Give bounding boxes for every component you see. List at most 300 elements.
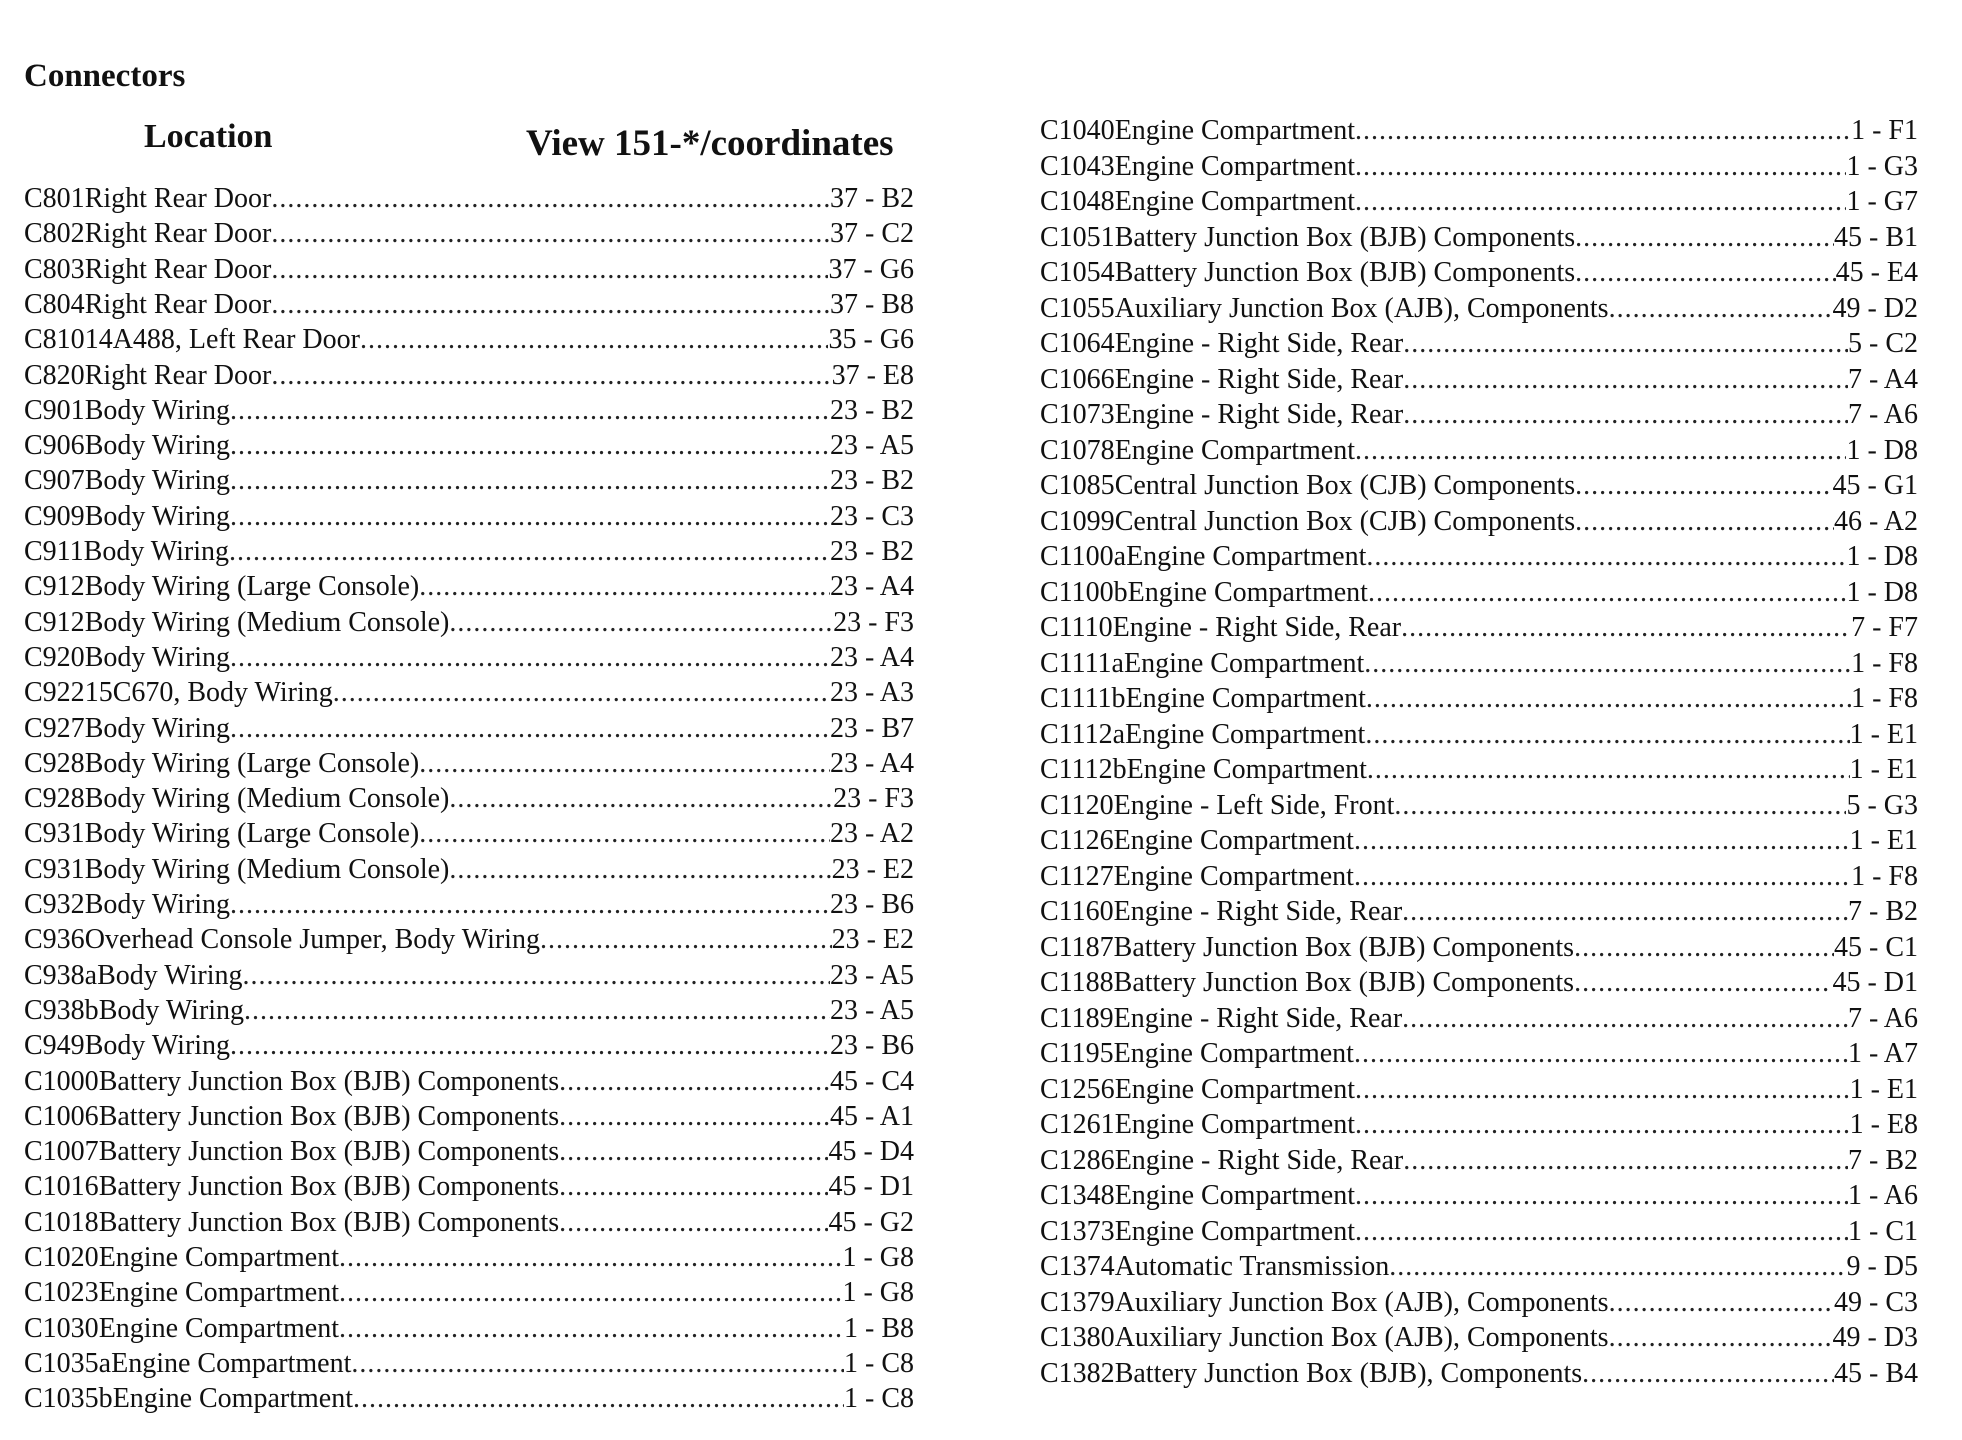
- connector-row: [1040, 1108, 1918, 1142]
- connector-location: Engine - Left Side, Front: [1113, 789, 1395, 821]
- connector-row: [1040, 611, 1918, 645]
- connector-code: C938a: [24, 959, 98, 991]
- dot-leader: [1367, 753, 1850, 787]
- connector-row: [24, 782, 914, 816]
- connector-location: Body Wiring: [84, 889, 231, 920]
- connector-code: C1188: [1040, 967, 1114, 998]
- connector-row: [1040, 540, 1918, 574]
- connector-code: C1382: [1040, 1357, 1115, 1389]
- connector-code: C1126: [1040, 825, 1114, 856]
- view-coordinate: 23 - F3: [833, 783, 914, 815]
- dot-leader: [242, 959, 830, 993]
- view-coordinate: 7 - A6: [1848, 399, 1918, 430]
- connector-location: Engine - Right Side, Rear: [1113, 1002, 1403, 1034]
- connector-location: Right Rear Door: [84, 218, 272, 250]
- dot-leader: [351, 1347, 844, 1381]
- view-coordinate: 1 - D8: [1846, 576, 1918, 608]
- view-coordinate: 37 - B2: [830, 183, 914, 214]
- connector-row: [24, 1206, 914, 1240]
- connector-code: C1040: [1040, 115, 1115, 146]
- connector-code: C1374: [1040, 1251, 1115, 1282]
- dot-leader: [230, 712, 830, 746]
- connector-row: [24, 676, 914, 710]
- view-coordinate: 1 - G8: [842, 1277, 914, 1309]
- view-coordinate: 45 - E4: [1835, 257, 1918, 288]
- dot-leader: [339, 1312, 844, 1346]
- dot-leader: [419, 570, 830, 604]
- view-coordinate: 45 - G1: [1832, 470, 1918, 501]
- dot-leader: [230, 464, 830, 498]
- view-coordinate: 1 - C1: [1848, 1215, 1918, 1247]
- connector-location: Engine Compartment: [1113, 1038, 1354, 1069]
- connector-location: Body Wiring: [84, 712, 231, 744]
- view-coordinate: 23 - B2: [830, 465, 914, 497]
- connector-location: Engine - Right Side, Rear: [1114, 1144, 1404, 1176]
- connector-row: [1040, 292, 1918, 326]
- connector-row: [24, 217, 914, 251]
- connector-location: Engine Compartment: [1124, 647, 1365, 679]
- view-coordinate: 45 - D4: [828, 1136, 914, 1168]
- connector-row: [1040, 363, 1918, 397]
- page-title: Connectors: [24, 58, 186, 94]
- connector-location: Battery Junction Box (BJB), Components: [1114, 1357, 1583, 1389]
- connector-row: [24, 1100, 914, 1134]
- connector-row: [1040, 931, 1918, 965]
- dot-leader: [271, 253, 828, 287]
- connector-code: C1016: [24, 1171, 99, 1203]
- dot-leader: [1354, 824, 1850, 858]
- dot-leader: [559, 1170, 828, 1204]
- connector-location: Engine - Right Side, Rear: [1114, 399, 1404, 430]
- connector-location: Battery Junction Box (BJB) Components: [1113, 967, 1575, 998]
- dot-leader: [1403, 1144, 1848, 1178]
- dot-leader: [559, 1065, 830, 1099]
- view-coordinate: 5 - G3: [1846, 789, 1918, 821]
- connector-location: Battery Junction Box (BJB) Components: [98, 1100, 560, 1132]
- connector-row: [24, 1029, 914, 1063]
- connector-code: C1055: [1040, 292, 1115, 324]
- connector-location: Body Wiring (Large Console): [84, 571, 420, 603]
- dot-leader: [1355, 434, 1846, 468]
- dot-leader: [229, 535, 830, 569]
- view-coordinates-header: View 151-*/coordinates: [526, 123, 894, 164]
- view-coordinate: 1 - E1: [1849, 1073, 1918, 1105]
- connector-row: [24, 394, 914, 428]
- connector-location: Central Junction Box (CJB) Components: [1114, 505, 1576, 537]
- dot-leader: [1575, 505, 1834, 539]
- dot-leader: [1366, 682, 1851, 716]
- connector-location: Battery Junction Box (BJB) Components: [1113, 931, 1575, 963]
- dot-leader: [1368, 576, 1847, 610]
- view-coordinate: 23 - F3: [833, 606, 914, 638]
- connector-location: Engine Compartment: [111, 1347, 352, 1379]
- view-coordinate: 7 - A6: [1848, 1002, 1918, 1034]
- view-coordinate: 1 - E1: [1849, 825, 1918, 856]
- connector-code: C932: [24, 889, 85, 920]
- connector-code: C1035b: [24, 1383, 113, 1415]
- connector-code: C1286: [1040, 1144, 1115, 1176]
- connector-location: Engine Compartment: [98, 1242, 339, 1273]
- view-coordinate: 45 - G2: [828, 1206, 914, 1238]
- connector-location: Body Wiring: [84, 641, 231, 673]
- connector-row: [1040, 469, 1918, 503]
- connector-location: Body Wiring: [84, 430, 231, 462]
- connector-code: C949: [24, 1030, 85, 1062]
- connector-row: [24, 1347, 914, 1381]
- connector-row: [1040, 1286, 1918, 1320]
- connector-location: Battery Junction Box (BJB) Components: [1114, 221, 1576, 253]
- connector-row: [1040, 150, 1918, 184]
- connector-row: [1040, 114, 1918, 148]
- view-coordinate: 23 - B6: [830, 1030, 914, 1062]
- connector-row: [24, 1065, 914, 1099]
- connector-location: Engine Compartment: [1114, 1180, 1355, 1211]
- view-coordinate: 23 - A4: [830, 641, 914, 673]
- view-coordinate: 46 - A2: [1834, 505, 1918, 537]
- connector-row: [1040, 327, 1918, 361]
- dot-leader: [1402, 1002, 1848, 1036]
- connector-row: [1040, 221, 1918, 255]
- connector-code: C1187: [1040, 931, 1114, 963]
- view-coordinate: 7 - B2: [1848, 1144, 1918, 1176]
- dot-leader: [1366, 540, 1846, 574]
- connector-location: Engine Compartment: [1114, 150, 1355, 182]
- connector-code: C1112a: [1040, 718, 1126, 750]
- connector-code: C1051: [1040, 221, 1115, 253]
- view-coordinate: 1 - B8: [844, 1312, 914, 1344]
- connector-code: C1100a: [1040, 541, 1127, 572]
- view-coordinate: 45 - A1: [830, 1100, 914, 1132]
- view-coordinate: 7 - B2: [1848, 896, 1918, 927]
- connector-row: [1040, 398, 1918, 432]
- connector-row: [24, 288, 914, 322]
- connector-location: Right Rear Door: [84, 359, 272, 391]
- view-coordinate: 45 - C1: [1834, 931, 1918, 963]
- dot-leader: [449, 853, 831, 887]
- connector-code: C1073: [1040, 399, 1115, 430]
- dot-leader: [1354, 860, 1851, 894]
- connector-location: Engine Compartment: [1113, 825, 1354, 856]
- connector-location: Body Wiring: [83, 536, 229, 567]
- view-coordinate: 37 - E8: [831, 359, 914, 391]
- connector-code: C1100b: [1040, 576, 1128, 608]
- connector-row: [1040, 1357, 1918, 1391]
- connector-location: Right Rear Door: [84, 288, 272, 320]
- dot-leader: [559, 1135, 828, 1169]
- connector-code: C810: [24, 324, 85, 356]
- connector-code: C1054: [1040, 257, 1115, 288]
- connector-code: C1256: [1040, 1073, 1115, 1105]
- connector-code: C1035a: [24, 1347, 112, 1379]
- connector-code: C1120: [1040, 789, 1114, 821]
- connector-row: [1040, 895, 1918, 929]
- connector-row: [1040, 505, 1918, 539]
- connector-location: Body Wiring (Large Console): [84, 818, 420, 850]
- connector-row: [24, 429, 914, 463]
- dot-leader: [1403, 363, 1848, 397]
- connector-row: [24, 923, 914, 957]
- dot-leader: [339, 1241, 842, 1275]
- connector-code: C1018: [24, 1206, 99, 1238]
- connector-code: C1189: [1040, 1002, 1114, 1034]
- connector-code: C1020: [24, 1242, 99, 1273]
- view-coordinate: 23 - B2: [830, 536, 914, 567]
- dot-leader: [230, 500, 830, 534]
- dot-leader: [1609, 1321, 1833, 1355]
- connector-code: C909: [24, 500, 85, 532]
- dot-leader: [271, 359, 831, 393]
- view-coordinate: 23 - A5: [830, 994, 914, 1026]
- dot-leader: [1355, 1179, 1848, 1213]
- connector-row: [1040, 860, 1918, 894]
- connector-location: Engine - Right Side, Rear: [1114, 363, 1404, 395]
- connector-code: C802: [24, 218, 85, 250]
- view-coordinate: 49 - D2: [1832, 292, 1918, 324]
- connector-code: C1043: [1040, 150, 1115, 182]
- dot-leader: [244, 994, 830, 1028]
- connector-location: Central Junction Box (CJB) Components: [1114, 470, 1576, 501]
- dot-leader: [230, 641, 830, 675]
- view-coordinate: 23 - A3: [830, 677, 914, 709]
- connector-code: C907: [24, 465, 85, 497]
- view-coordinate: 23 - B6: [830, 889, 914, 920]
- connector-location: Body Wiring: [84, 500, 231, 532]
- connector-code: C922: [24, 677, 85, 709]
- dot-leader: [1582, 1357, 1834, 1391]
- connector-row: [24, 1170, 914, 1204]
- connector-code: C912: [24, 606, 85, 638]
- connector-location: Battery Junction Box (BJB) Components: [98, 1065, 560, 1097]
- dot-leader: [1355, 1215, 1848, 1249]
- dot-leader: [1355, 150, 1846, 184]
- connector-location: Engine Compartment: [112, 1383, 353, 1415]
- connector-row: [1040, 824, 1918, 858]
- view-coordinate: 1 - F8: [1851, 647, 1918, 679]
- connector-location: Engine Compartment: [1114, 1215, 1355, 1247]
- connector-code: C911: [24, 536, 84, 567]
- connector-location: Engine Compartment: [1127, 576, 1368, 608]
- connector-location: Engine - Right Side, Rear: [1112, 612, 1402, 643]
- view-coordinate: 49 - D3: [1832, 1322, 1918, 1353]
- connector-row: [24, 182, 914, 216]
- connector-code: C920: [24, 641, 85, 673]
- connector-location: Right Rear Door: [84, 253, 272, 285]
- view-coordinate: 1 - A7: [1848, 1038, 1918, 1069]
- view-coordinate: 1 - C8: [844, 1383, 914, 1415]
- connector-row: [24, 464, 914, 498]
- connector-location: Body Wiring (Medium Console): [84, 853, 450, 885]
- dot-leader: [1575, 221, 1834, 255]
- connector-location: Engine Compartment: [1114, 186, 1355, 217]
- connector-code: C928: [24, 747, 85, 779]
- connector-row: [1040, 1144, 1918, 1178]
- connector-location: Right Rear Door: [84, 183, 272, 214]
- connector-location: Engine Compartment: [1125, 718, 1366, 750]
- dot-leader: [540, 923, 832, 957]
- connector-location: Body Wiring: [98, 994, 245, 1026]
- connector-row: [24, 359, 914, 393]
- dot-leader: [1355, 114, 1851, 148]
- view-coordinate: 9 - D5: [1846, 1251, 1918, 1282]
- dot-leader: [559, 1206, 828, 1240]
- connector-row: [1040, 1073, 1918, 1107]
- connector-location: Engine - Right Side, Rear: [1113, 896, 1403, 927]
- view-coordinate: 1 - C8: [844, 1347, 914, 1379]
- connector-row: [1040, 753, 1918, 787]
- connector-code: C1000: [24, 1065, 99, 1097]
- view-coordinate: 37 - B8: [830, 288, 914, 320]
- connector-code: C1110: [1040, 612, 1113, 643]
- connector-row: [24, 888, 914, 922]
- view-coordinate: 1 - E8: [1849, 1109, 1918, 1140]
- connector-row: [1040, 966, 1918, 1000]
- dot-leader: [1355, 185, 1846, 219]
- connector-code: C931: [24, 818, 85, 850]
- connector-row: [24, 323, 914, 357]
- dot-leader: [1402, 895, 1848, 929]
- connector-location: Body Wiring (Medium Console): [84, 783, 450, 815]
- view-coordinate: 23 - B7: [830, 712, 914, 744]
- connector-code: C1007: [24, 1136, 99, 1168]
- view-coordinate: 23 - A5: [830, 430, 914, 462]
- connector-location: Auxiliary Junction Box (AJB), Components: [1114, 1322, 1609, 1353]
- connector-row: [24, 1276, 914, 1310]
- connector-code: C1195: [1040, 1038, 1114, 1069]
- view-coordinate: 1 - E1: [1849, 754, 1918, 785]
- connector-location: Auxiliary Junction Box (AJB), Components: [1114, 292, 1609, 324]
- dot-leader: [271, 217, 830, 251]
- view-coordinate: 1 - F8: [1851, 683, 1918, 714]
- dot-leader: [1403, 327, 1848, 361]
- connector-code: C1160: [1040, 896, 1114, 927]
- dot-leader: [1394, 789, 1846, 823]
- connector-row: [24, 747, 914, 781]
- connector-code: C912: [24, 571, 85, 603]
- dot-leader: [449, 606, 833, 640]
- connector-code: C906: [24, 430, 85, 462]
- connector-row: [1040, 789, 1918, 823]
- connector-location: Body Wiring: [84, 1030, 231, 1062]
- dot-leader: [1389, 1250, 1846, 1284]
- connector-row: [24, 641, 914, 675]
- connector-row: [24, 1241, 914, 1275]
- connector-location: Engine Compartment: [1114, 115, 1355, 146]
- dot-leader: [559, 1100, 830, 1134]
- view-coordinate: 49 - C3: [1834, 1286, 1918, 1318]
- connector-code: C936: [24, 924, 85, 956]
- connector-location: Engine Compartment: [98, 1312, 339, 1344]
- view-coordinate: 1 - F1: [1851, 115, 1918, 146]
- connector-code: C1048: [1040, 186, 1115, 217]
- connector-row: [24, 1135, 914, 1169]
- connector-code: C1064: [1040, 328, 1115, 359]
- connector-location: 15C670, Body Wiring: [84, 677, 333, 709]
- dot-leader: [1355, 1073, 1850, 1107]
- view-coordinate: 1 - A6: [1848, 1180, 1918, 1211]
- connector-code: C1373: [1040, 1215, 1115, 1247]
- connector-code: C1099: [1040, 505, 1115, 537]
- connector-location: Overhead Console Jumper, Body Wiring: [84, 924, 540, 956]
- dot-leader: [1355, 1108, 1850, 1142]
- dot-leader: [1403, 398, 1848, 432]
- connector-row: [1040, 1250, 1918, 1284]
- connector-row: [24, 606, 914, 640]
- dot-leader: [230, 1029, 830, 1063]
- view-coordinate: 1 - G3: [1846, 150, 1918, 182]
- connector-location: Battery Junction Box (BJB) Components: [98, 1206, 560, 1238]
- dot-leader: [360, 323, 829, 357]
- connector-code: C928: [24, 783, 85, 815]
- connector-location: Body Wiring (Large Console): [84, 747, 420, 779]
- connector-location: Engine Compartment: [1114, 1109, 1355, 1140]
- connector-row: [1040, 1037, 1918, 1071]
- dot-leader: [419, 817, 830, 851]
- view-coordinate: 23 - C3: [830, 500, 914, 532]
- connector-code: C1380: [1040, 1322, 1115, 1353]
- connector-code: C927: [24, 712, 85, 744]
- connector-row: [24, 817, 914, 851]
- dot-leader: [1575, 469, 1832, 503]
- connector-location: Engine Compartment: [1125, 683, 1366, 714]
- connector-code: C1085: [1040, 470, 1115, 501]
- view-coordinate: 37 - G6: [828, 253, 914, 285]
- connector-row: [24, 994, 914, 1028]
- view-coordinate: 23 - B2: [830, 394, 914, 426]
- connector-location: Automatic Transmission: [1114, 1251, 1390, 1282]
- connector-code: C1030: [24, 1312, 99, 1344]
- connector-code: C1078: [1040, 434, 1115, 466]
- connector-row: [1040, 718, 1918, 752]
- view-coordinate: 23 - A4: [830, 571, 914, 603]
- connector-code: C1023: [24, 1277, 99, 1309]
- connector-location: Engine Compartment: [1114, 1073, 1355, 1105]
- view-coordinate: 1 - G8: [842, 1242, 914, 1273]
- connector-location: Engine Compartment: [1114, 434, 1355, 466]
- view-coordinate: 37 - C2: [830, 218, 914, 250]
- connector-code: C901: [24, 394, 85, 426]
- connector-row: [24, 500, 914, 534]
- view-coordinate: 5 - C2: [1848, 328, 1918, 359]
- connector-code: C803: [24, 253, 85, 285]
- connector-location: Auxiliary Junction Box (AJB), Components: [1114, 1286, 1609, 1318]
- connector-row: [24, 959, 914, 993]
- connector-code: C1112b: [1040, 754, 1127, 785]
- connector-location: Body Wiring: [97, 959, 243, 991]
- view-coordinate: 23 - A2: [830, 818, 914, 850]
- connector-row: [24, 535, 914, 569]
- connector-code: C1066: [1040, 363, 1115, 395]
- view-coordinate: 7 - A4: [1848, 363, 1918, 395]
- connector-row: [1040, 1002, 1918, 1036]
- connector-row: [24, 853, 914, 887]
- connector-row: [1040, 434, 1918, 468]
- connector-code: C1127: [1040, 860, 1114, 892]
- connector-code: C1111a: [1040, 647, 1124, 679]
- view-coordinate: 45 - B1: [1834, 221, 1918, 253]
- connector-row: [24, 712, 914, 746]
- dot-leader: [1609, 1286, 1834, 1320]
- connector-code: C801: [24, 183, 85, 214]
- connector-row: [1040, 185, 1918, 219]
- view-coordinate: 45 - D1: [1832, 967, 1918, 998]
- dot-leader: [419, 747, 830, 781]
- connector-row: [1040, 682, 1918, 716]
- connector-location: Body Wiring (Medium Console): [84, 606, 450, 638]
- dot-leader: [339, 1276, 842, 1310]
- dot-leader: [1365, 718, 1849, 752]
- connector-row: [1040, 1215, 1918, 1249]
- dot-leader: [1609, 292, 1833, 326]
